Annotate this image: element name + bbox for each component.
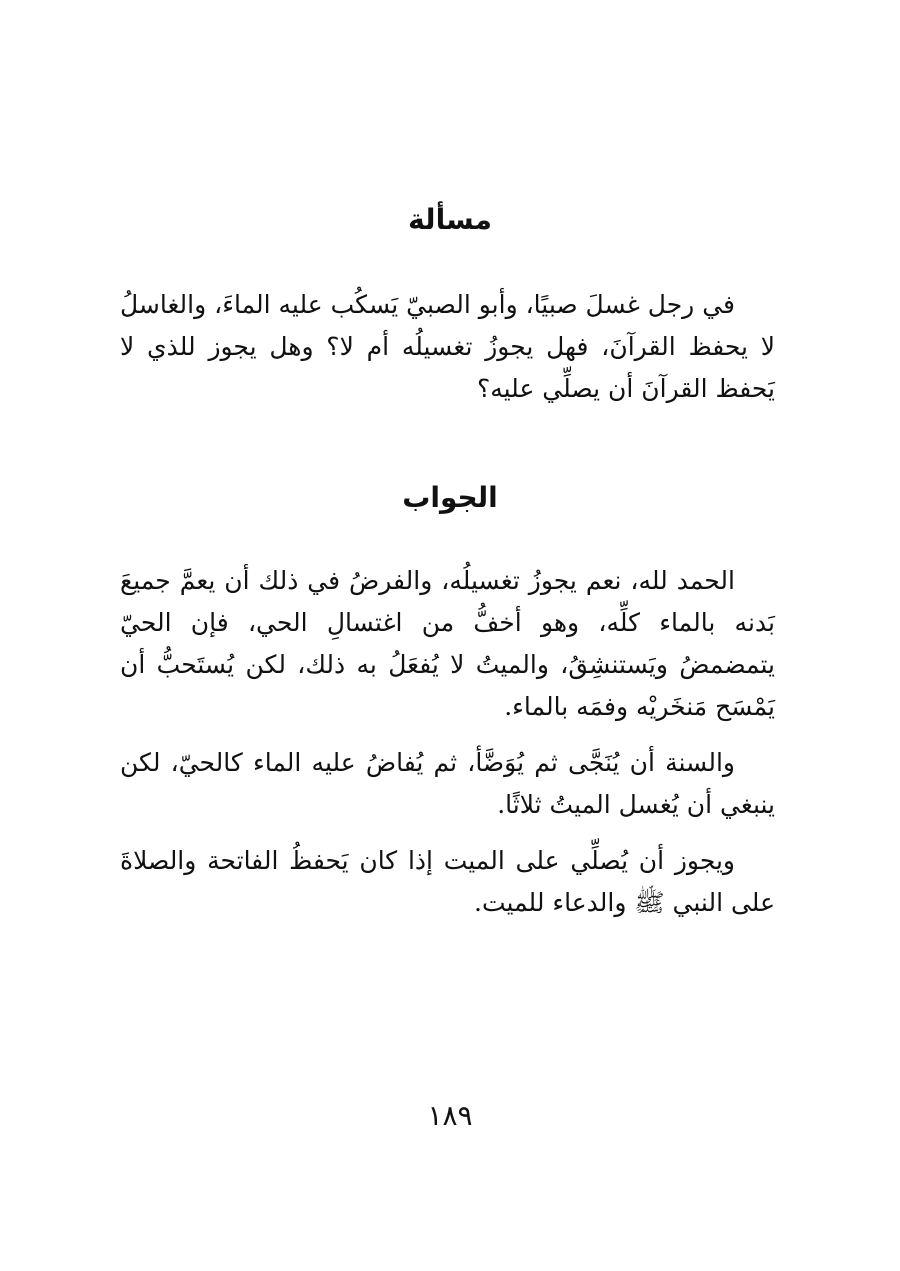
answer-section — [120, 560, 775, 938]
page-number: ١٨٩ — [427, 1099, 473, 1132]
answer-paragraph-3: ويجوز أن يُصلِّي على الميت إذا كان يَحفظُ الفاتحة والصلاةَ على النبي ﷺ والدعاء للميت. — [120, 846, 775, 917]
answer-paragraph-1: الحمد لله، نعم يجوزُ تغسيلُه، والفرضُ في ذلك أن يعمَّ جميعَ بَدنه بالماء كلِّه، وهو أخفُّ من اغتسالِ الحي، فإن الحيّ يتمضمضُ ويَستنشِقُ، والميتُ لا يُفعَلُ به ذلك، لكن يُستَحبُّ أن يَمْسَح مَنخَريْه وفمَه بالماء. — [120, 566, 775, 721]
question-heading: مسألة — [408, 203, 492, 236]
question-paragraph: في رجل غسلَ صبيًا، وأبو الصبيّ يَسكُب عليه الماءَ، والغاسلُ لا يحفظ القرآنَ، فهل يجوزُ تغسيلُه أم لا؟ وهل يجوز للذي لا يَحفظ القرآنَ أن يصلِّي عليه؟ — [119, 290, 775, 403]
answer-paragraph-2: والسنة أن يُنَجَّى ثم يُوَضَّأ، ثم يُفاضُ عليه الماء كالحيّ، لكن ينبغي أن يُغسل الميتُ ثلاثًا. — [120, 748, 775, 819]
answer-heading: الجواب — [402, 481, 498, 514]
question-section — [120, 284, 775, 410]
